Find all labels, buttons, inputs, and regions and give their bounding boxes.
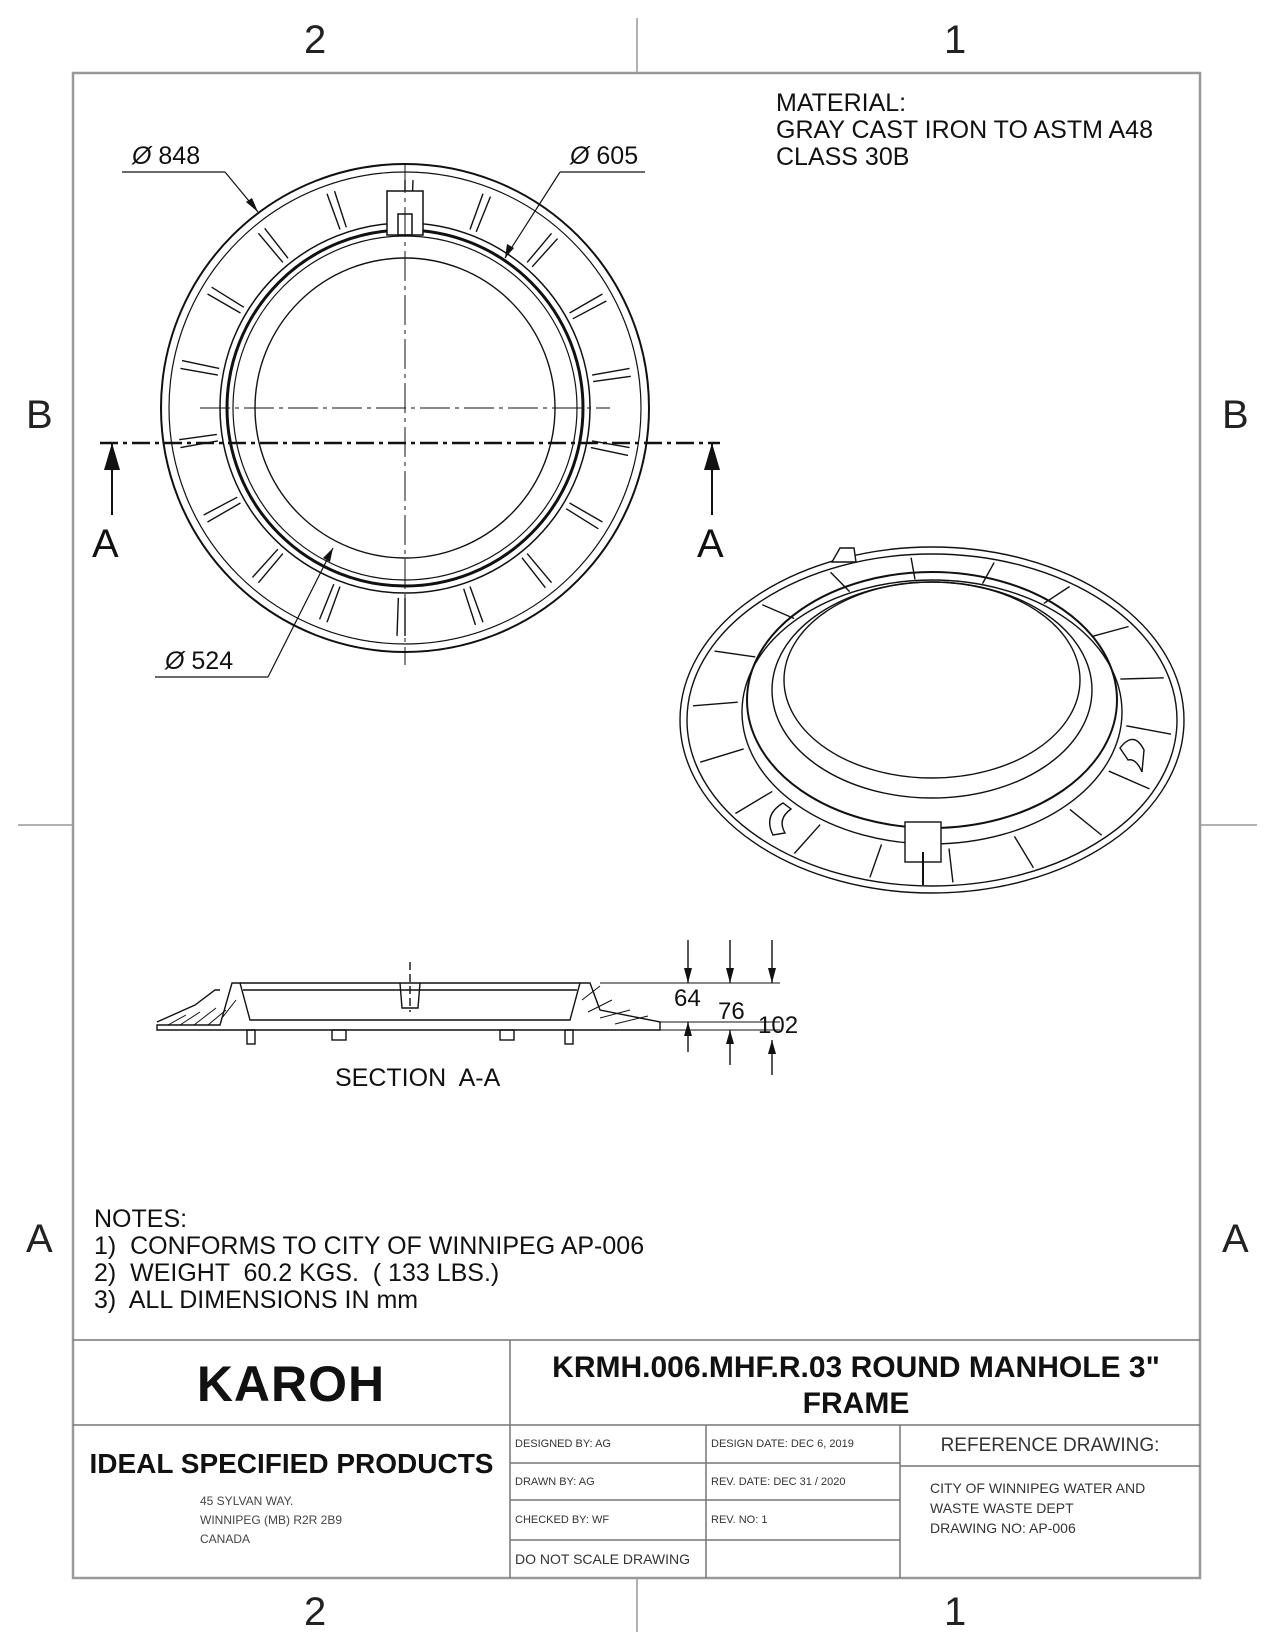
zone-label-bottom-2: 2 — [304, 1590, 327, 1634]
dim-height-76: 76 — [718, 998, 745, 1025]
dim-mid-diameter: Ø 605 — [570, 142, 639, 170]
reference-text: CITY OF WINNIPEG WATER AND WASTE WASTE DEPT DRAWING NO: AP-006 — [930, 1480, 1146, 1536]
notes: NOTES: 1) CONFORMS TO CITY OF WINNIPEG AP-006 2) WEIGHT 60.2 KGS. ( 133 LBS.) 3) ALL DIMENSIONS IN mm — [94, 1205, 645, 1314]
section-mark-right: A — [697, 522, 724, 566]
rib-line — [470, 194, 483, 230]
dim-height-102: 102 — [758, 1012, 799, 1039]
iso-rib-line — [1070, 809, 1102, 835]
zone-label-bottom-1: 1 — [944, 1590, 967, 1634]
rib-line — [591, 448, 628, 456]
reference-heading: REFERENCE DRAWING: — [940, 1435, 1160, 1456]
material-note: MATERIAL: GRAY CAST IRON TO ASTM A48 CLASS 30B — [776, 89, 1153, 171]
drawn-by: DRAWN BY: AG — [515, 1475, 595, 1488]
rib-line — [592, 368, 629, 375]
rib-line — [204, 497, 238, 515]
rib-line — [327, 587, 340, 623]
iso-rib-line — [762, 605, 794, 619]
rib-line — [570, 294, 603, 313]
rev-date: REV. DATE: DEC 31 / 2020 — [711, 1475, 846, 1488]
rib-line — [182, 361, 219, 369]
iso-rib-line — [870, 844, 882, 877]
rib-line — [570, 503, 603, 522]
iso-rib-line — [693, 702, 738, 706]
do-not-scale: DO NOT SCALE DRAWING — [515, 1551, 691, 1567]
rib-line — [397, 598, 398, 636]
iso-rib-line — [714, 651, 755, 657]
rib-line — [179, 434, 217, 439]
rib-line — [470, 587, 483, 623]
rib-line — [208, 294, 241, 313]
iso-rib-line — [1092, 627, 1129, 637]
section-label: SECTION A-A — [335, 1064, 501, 1092]
checked-by: CHECKED BY: WF — [515, 1514, 610, 1526]
iso-rib-line — [1109, 771, 1150, 789]
drawing-title: KRMH.006.MHF.R.03 ROUND MANHOLE 3" FRAME — [552, 1351, 1160, 1420]
iso-rib-line — [794, 825, 820, 854]
designed-by: DESIGNED BY: AG — [515, 1438, 611, 1450]
rib-line — [320, 584, 334, 619]
iso-rib-line — [735, 791, 772, 813]
zone-label-left-B: B — [26, 393, 53, 437]
iso-rib-line — [1120, 678, 1163, 679]
rev-no: REV. NO: 1 — [711, 1514, 768, 1526]
rib-line — [566, 509, 598, 529]
company-name: IDEAL SPECIFIED PRODUCTS — [89, 1448, 494, 1479]
rib-line — [180, 368, 217, 375]
brand-logo-text: KAROH — [196, 1356, 386, 1412]
dim-outer-diameter: Ø 848 — [132, 142, 201, 170]
iso-rib-line — [700, 749, 743, 762]
rib-line — [573, 301, 607, 319]
rib-line — [464, 589, 476, 625]
zone-label-top-1: 1 — [944, 18, 967, 62]
plan-view — [100, 163, 720, 677]
rib-line — [476, 197, 490, 232]
rib-line — [335, 191, 347, 227]
design-date: DESIGN DATE: DEC 6, 2019 — [711, 1438, 854, 1450]
zone-label-right-B: B — [1222, 393, 1249, 437]
dim-inner-diameter: Ø 524 — [165, 647, 234, 675]
rib-line — [212, 287, 244, 307]
iso-rib-line — [982, 563, 994, 584]
iso-rib-line — [949, 848, 953, 882]
iso-rib-line — [1014, 836, 1033, 867]
section-mark-left: A — [92, 522, 119, 566]
dim-height-64: 64 — [674, 985, 701, 1012]
iso-rib-line — [911, 558, 915, 580]
rib-line — [593, 376, 631, 381]
company-address: 45 SYLVAN WAY. WINNIPEG (MB) R2R 2B9 CANADA — [200, 1494, 343, 1546]
isometric-view — [680, 547, 1184, 893]
iso-rib-line — [1126, 726, 1171, 734]
zone-label-right-A: A — [1222, 1217, 1249, 1261]
rib-line — [208, 503, 241, 522]
rib-line — [327, 194, 340, 230]
zone-label-top-2: 2 — [304, 18, 327, 62]
zone-label-left-A: A — [26, 1217, 53, 1261]
iso-rib-line — [1044, 586, 1070, 603]
